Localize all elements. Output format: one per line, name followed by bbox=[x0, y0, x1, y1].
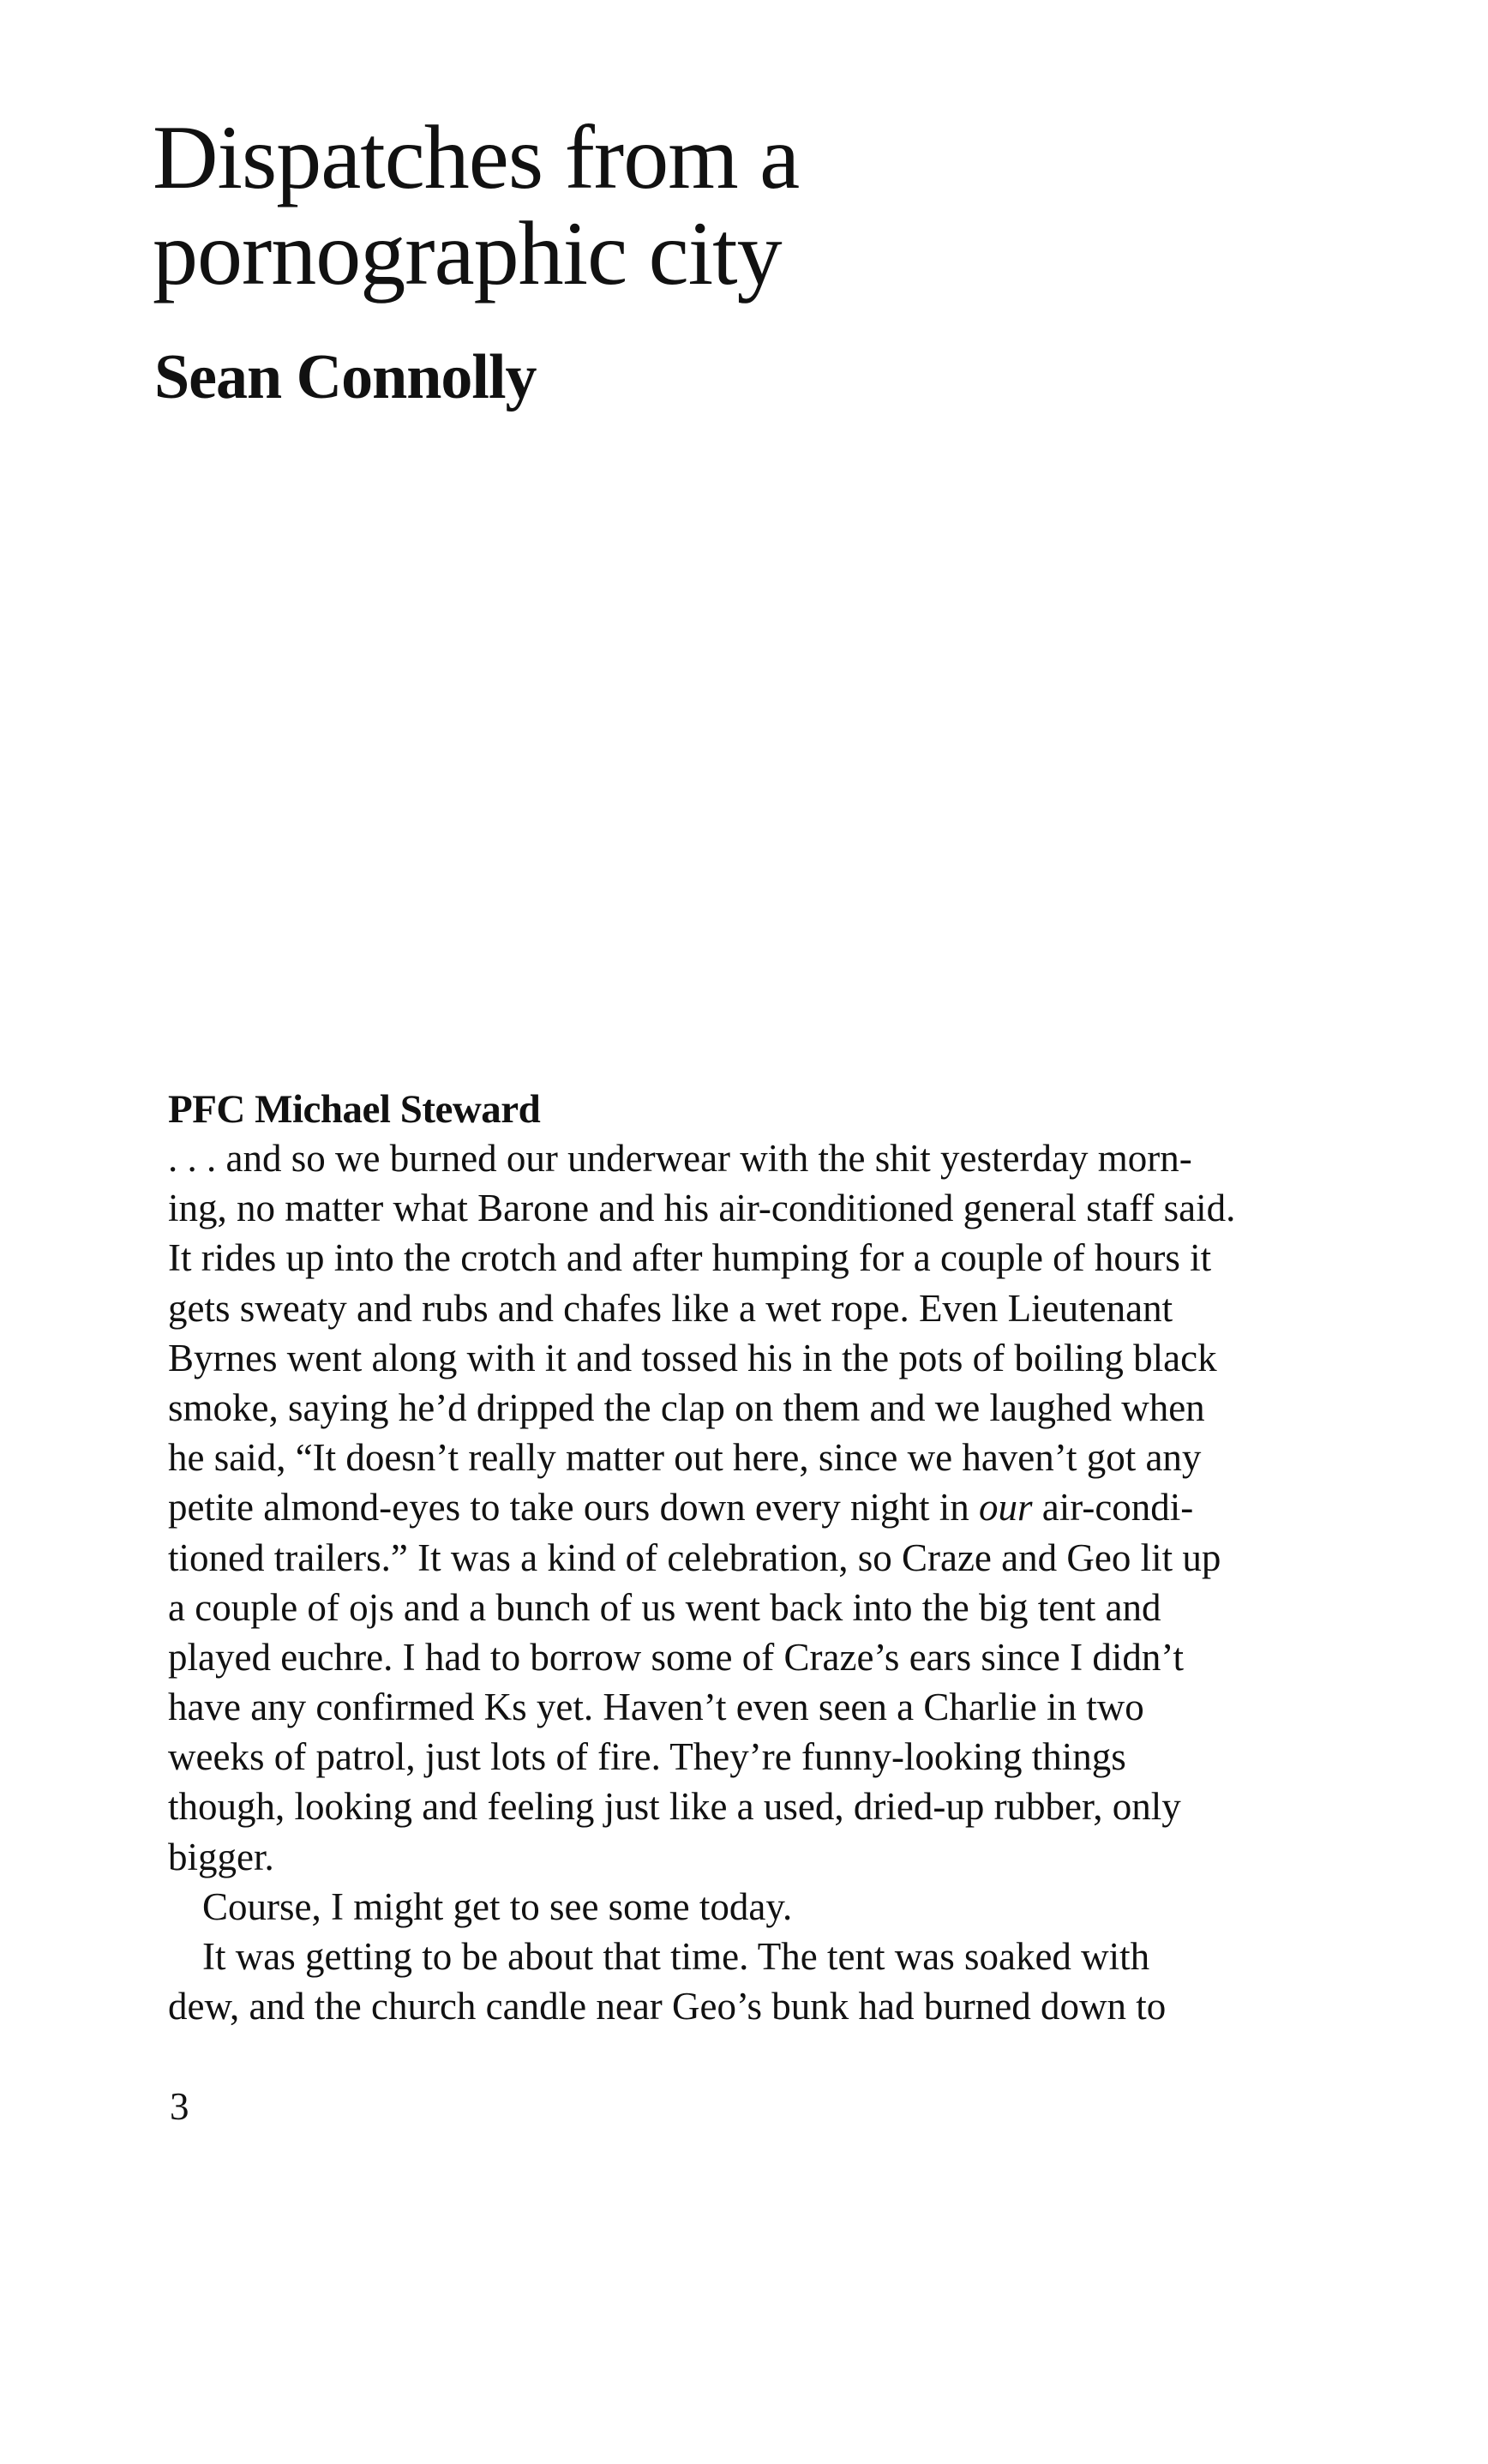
body-line: tioned trailers.” It was a kind of celebration, so Craze and Geo lit up bbox=[168, 1535, 1221, 1579]
body-line: though, looking and feeling just like a used, dried-up rubber, only bbox=[168, 1785, 1181, 1829]
body-line: dew, and the church candle near Geo’s bunk had burned down to bbox=[168, 1985, 1167, 2028]
body-line-segment: petite almond-eyes to take ours down every night in bbox=[168, 1486, 980, 1529]
body-line: smoke, saying he’d dripped the clap on them and we laughed when bbox=[168, 1385, 1205, 1429]
body-line: ing, no matter what Barone and his air-conditioned general staff said. bbox=[168, 1187, 1236, 1230]
author-name: Sean Connolly bbox=[154, 342, 537, 412]
body-line: Course, I might get to see some today. bbox=[202, 1884, 793, 1928]
body-line: . . . and so we burned our underwear with the shit yesterday morn- bbox=[168, 1137, 1192, 1180]
body-line: played euchre. I had to borrow some of Craze’s ears since I didn’t bbox=[168, 1635, 1185, 1679]
body-line: a couple of ojs and a bunch of us went back into the big tent and bbox=[168, 1585, 1161, 1629]
story-title-line-2: pornographic city bbox=[153, 203, 782, 303]
body-line: It was getting to be about that time. The tent was soaked with bbox=[202, 1935, 1150, 1978]
body-line: It rides up into the crotch and after humping for a couple of hours it bbox=[168, 1236, 1212, 1280]
emphasized-word: our bbox=[979, 1486, 1033, 1529]
body-line: have any confirmed Ks yet. Haven’t even seen a Charlie in two bbox=[168, 1686, 1144, 1729]
body-line: Byrnes went along with it and tossed his in the pots of boiling black bbox=[168, 1336, 1217, 1379]
body-line-segment: air-condi- bbox=[1032, 1486, 1194, 1529]
body-line: bigger. bbox=[168, 1835, 274, 1878]
body-line: weeks of patrol, just lots of fire. They’re funny-looking things bbox=[168, 1735, 1126, 1779]
page-number: 3 bbox=[170, 2085, 189, 2128]
body-line: gets sweaty and rubs and chafes like a wet rope. Even Lieutenant bbox=[168, 1286, 1173, 1330]
story-title bbox=[153, 107, 1267, 303]
body-line bbox=[168, 1482, 1368, 1532]
story-title-line-1: Dispatches from a bbox=[153, 107, 800, 207]
body-line: he said, “It doesn’t really matter out here, since we haven’t got any bbox=[168, 1436, 1202, 1480]
body-text bbox=[168, 1133, 1368, 2031]
section-speaker: PFC Michael Steward bbox=[168, 1087, 541, 1132]
